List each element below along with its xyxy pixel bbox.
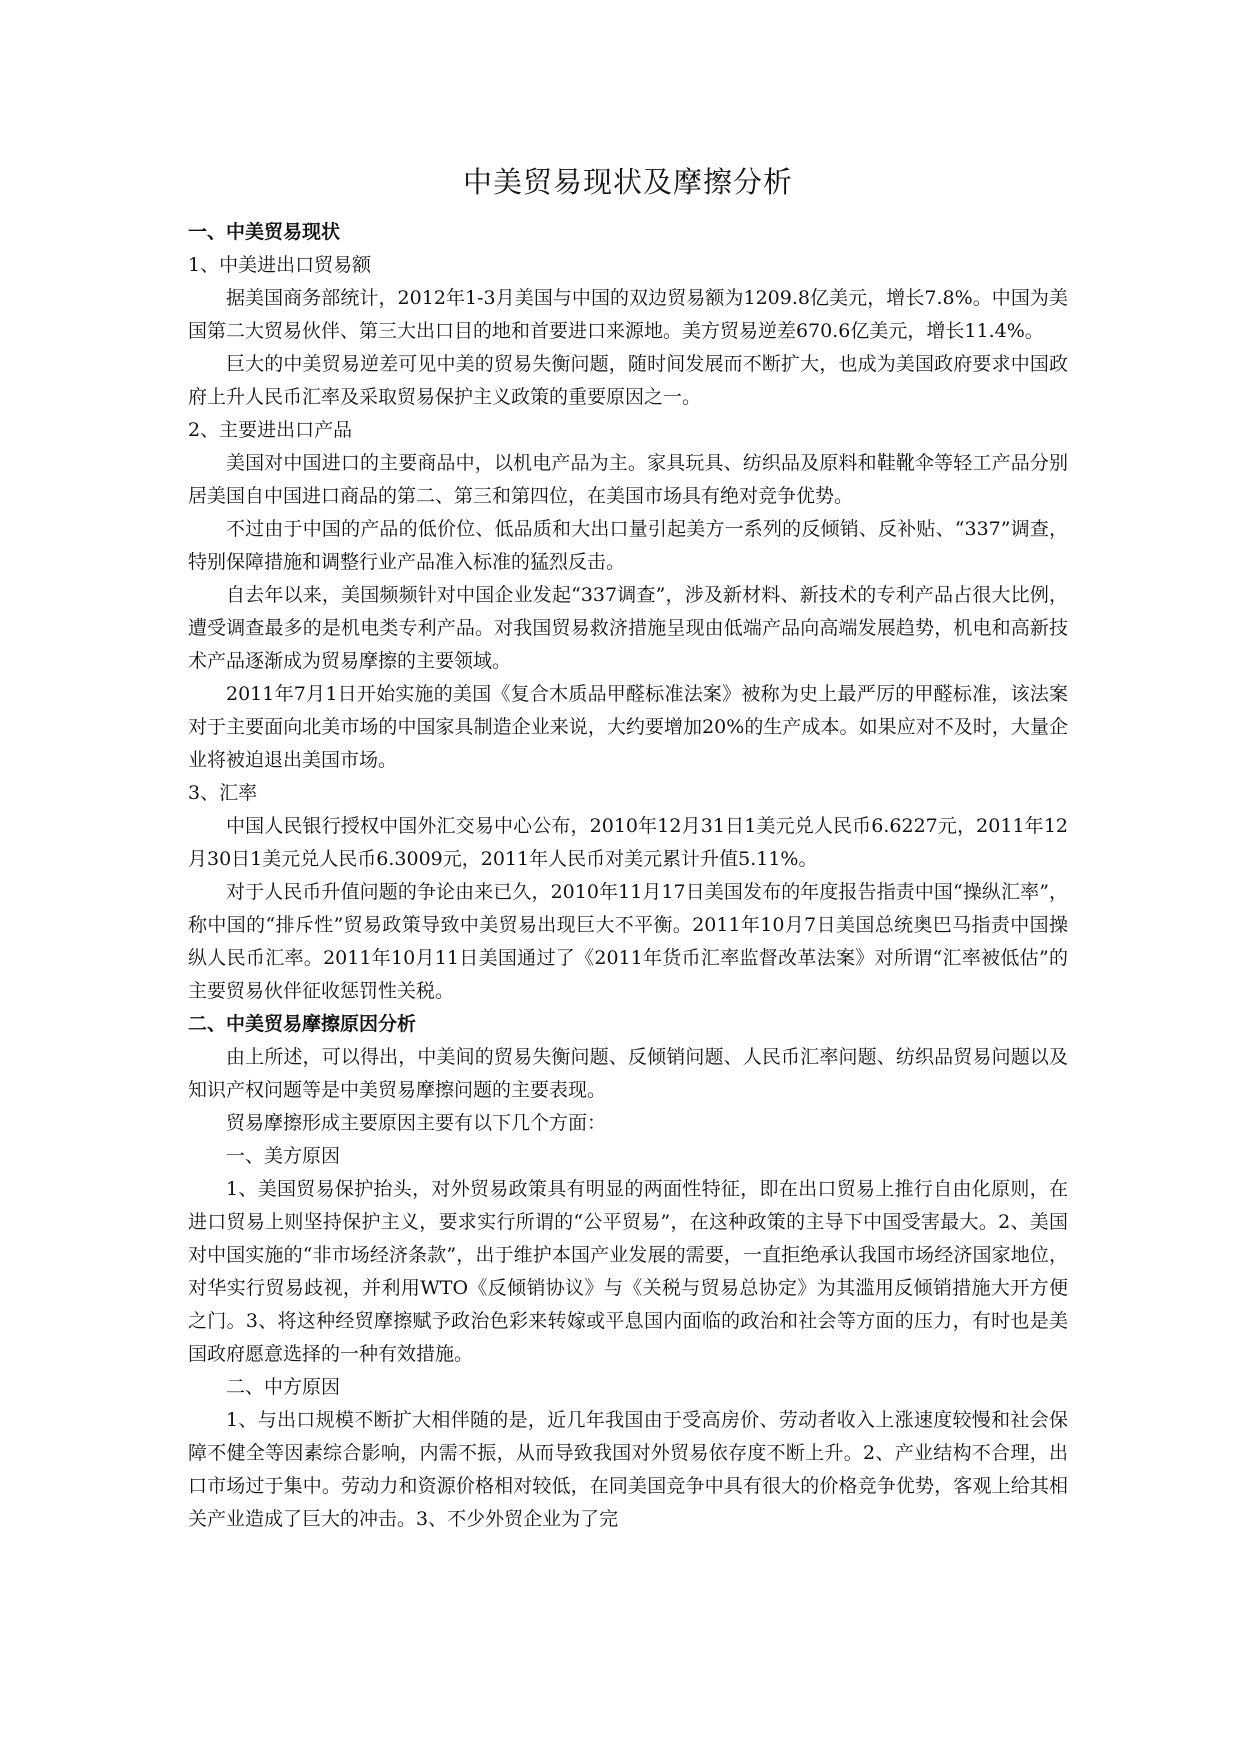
paragraph: 巨大的中美贸易逆差可见中美的贸易失衡问题，随时间发展而不断扩大，也成为美国政府要求中国政府上升人民币汇率及采取贸易保护主义政策的重要原因之一。 [188, 353, 1068, 408]
paragraph: 美国对中国进口的主要商品中，以机电产品为主。家具玩具、纺织品及原料和鞋靴伞等轻工产品分别居美国自中国进口商品的第二、第三和第四位，在美国市场具有绝对竞争优势。 [188, 452, 1068, 507]
subsection-heading-exchange-rate: 3、汇率 [188, 782, 258, 804]
subheading-china-causes: 二、中方原因 [226, 1376, 341, 1398]
paragraph: 自去年以来，美国频频针对中国企业发起“337调查”，涉及新材料、新技术的专利产品占很大比例，遭受调查最多的是机电类专利产品。对我国贸易救济措施呈现由低端产品向高端发展趋势，机电和高新技术产品逐渐成为贸易摩擦的主要领域。 [188, 584, 1068, 672]
paragraph: 2011年7月1日开始实施的美国《复合木质品甲醛标准法案》被称为史上最严厉的甲醛标准，该法案对于主要面向北美市场的中国家具制造企业来说，大约要增加20%的生产成本。如果应对不及时，大量企业将被迫退出美国市场。 [188, 683, 1068, 771]
paragraph: 据美国商务部统计，2012年1-3月美国与中国的双边贸易额为1209.8亿美元，增长7.8%。中国为美国第二大贸易伙伴、第三大出口目的地和首要进口来源地。美方贸易逆差670.6亿美元，增长11.4%。 [188, 287, 1068, 342]
paragraph: 由上所述，可以得出，中美间的贸易失衡问题、反倾销问题、人民币汇率问题、纺织品贸易问题以及知识产权问题等是中美贸易摩擦问题的主要表现。 [188, 1046, 1068, 1101]
paragraph: 对于人民币升值问题的争论由来已久，2010年11月17日美国发布的年度报告指责中国“操纵汇率”，称中国的“排斥性”贸易政策导致中美贸易出现巨大不平衡。2011年10月7日美国总统奥巴马指责中国操纵人民币汇率。2011年10月11日美国通过了《2011年货币汇率监督改革法案》对所谓“汇率被低估”的主要贸易伙伴征收惩罚性关税。 [188, 881, 1068, 1002]
paragraph: 贸易摩擦形成主要原因主要有以下几个方面： [226, 1112, 607, 1134]
paragraph: 1、美国贸易保护抬头，对外贸易政策具有明显的两面性特征，即在出口贸易上推行自由化原则，在进口贸易上则坚持保护主义，要求实行所谓的“公平贸易”，在这种政策的主导下中国受害最大。2、美国对中国实施的“非市场经济条款”，出于维护本国产业发展的需要，一直拒绝承认我国市场经济国家地位，对华实行贸易歧视，并利用WTO《反倾销协议》与《关税与贸易总协定》为其滥用反倾销措施大开方便之门。3、将这种经贸摩擦赋予政治色彩来转嫁或平息国内面临的政治和社会等方面的压力，有时也是美国政府愿意选择的一种有效措施。 [188, 1178, 1068, 1365]
subheading-us-causes: 一、美方原因 [226, 1145, 341, 1167]
section-heading-current-status: 一、中美贸易现状 [188, 221, 341, 243]
document-body [188, 158, 1068, 1536]
document-title: 中美贸易现状及摩擦分析 [462, 165, 793, 199]
subsection-heading-trade-volume: 1、中美进出口贸易额 [188, 254, 372, 276]
subsection-heading-main-products: 2、主要进出口产品 [188, 419, 353, 441]
paragraph: 1、与出口规模不断扩大相伴随的是，近几年我国由于受高房价、劳动者收入上涨速度较慢和社会保障不健全等因素综合影响，内需不振，从而导致我国对外贸易依存度不断上升。2、产业结构不合理，出口市场过于集中。劳动力和资源价格相对较低，在同美国竞争中具有很大的价格竞争优势，客观上给其相关产业造成了巨大的冲击。3、不少外贸企业为了完 [188, 1409, 1068, 1530]
paragraph: 不过由于中国的产品的低价位、低品质和大出口量引起美方一系列的反倾销、反补贴、“337”调查，特别保障措施和调整行业产品准入标准的猛烈反击。 [188, 518, 1068, 573]
paragraph: 中国人民银行授权中国外汇交易中心公布，2010年12月31日1美元兑人民币6.6227元，2011年12月30日1美元兑人民币6.3009元，2011年人民币对美元累计升值5.11%。 [188, 815, 1068, 870]
section-heading-friction-causes: 二、中美贸易摩擦原因分析 [188, 1013, 417, 1035]
